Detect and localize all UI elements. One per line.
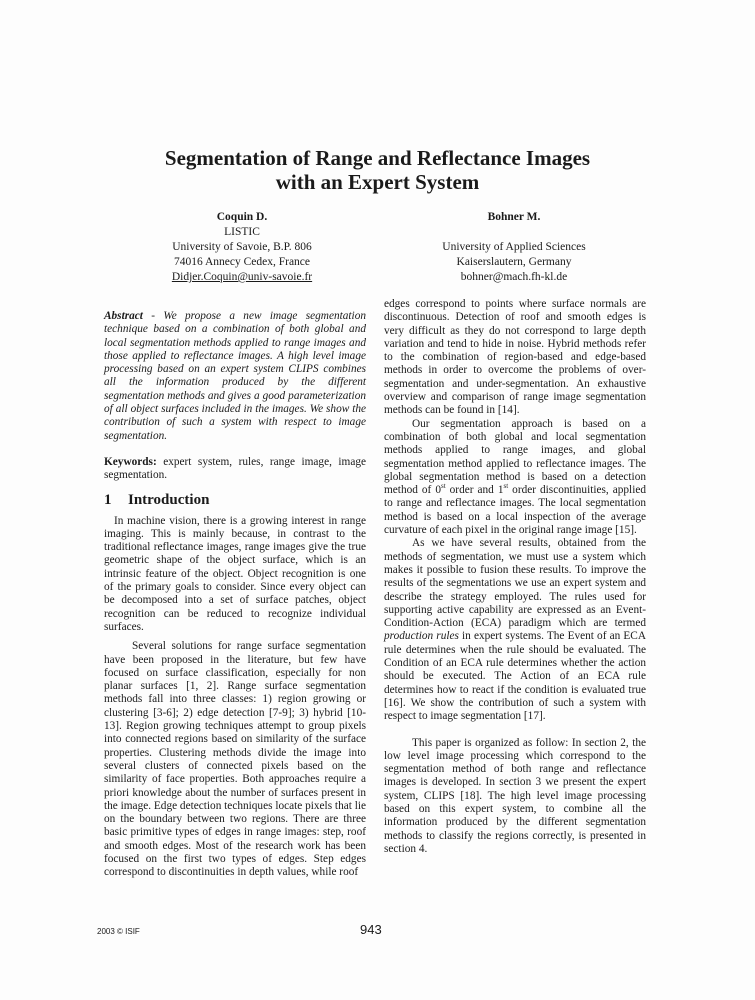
author-affiliation: University of Applied Sciences [442,241,586,253]
author-email-link[interactable]: Didjer.Coquin@univ-savoie.fr [171,271,313,283]
emphasis: production rules [384,630,459,643]
keywords-label: Keywords: [104,455,157,468]
page-number: 943 [360,922,382,937]
right-paragraph-3 [384,537,646,723]
abstract-text: - We propose a new image segmentation technique based on a combination of both global and local segmentation methods applied to range images and those applied to reflectance images. A high level image processing based on an expert system CLIPS combines all the information produced by the different segmentation methods and gives a good parameterization of all object surfaces included in the images. We show the contribution of such a system with respect to image segmentation. [104,310,366,442]
author-affiliation: Kaiserslautern, Germany [456,256,572,268]
author-block-1 [112,210,372,285]
abstract-label: Abstract [104,310,143,322]
abstract [104,310,366,443]
superscript: st [503,482,509,491]
keywords-text: expert system, rules, range image, image segmentation. [104,455,366,482]
copyright-notice: 2003 © ISIF [97,927,140,936]
intro-paragraph-2: Several solutions for range surface segmentation have been proposed in the literature, but few have focused on surface classification, especially for non planar surfaces [1, 2]. Range surface segmentation methods fall into three classes: 1) region growing or clustering [3-6]; 2) edge detection [7-9]; 3) hybrid [10-13]. Region growing techniques attempt to group pixels into connected regions based on similarity of the surface properties. Clustering methods divide the image into several clusters of connected pixels based on the similarity of face properties. Both approaches require a priori knowledge about the number of surfaces present in the image. Edge detection techniques locate pixels that lie on the boundary between two regions. There are three basic primitive types of edges in range images: step, roof and smooth edges. Most of the research work has been focused on the first two types of edges. Step edges correspond to discontinuities in depth values, while roof [104,640,366,879]
section-heading-introduction [104,491,366,509]
section-title: Introduction [128,491,210,508]
text-span: order discontinuities, applied to range and reflectance images. The local segmentation method is based on a local inspection of the average curvature of each pixel in the original range image [15]. [384,484,646,537]
author-affiliation [384,225,644,240]
right-paragraph-1: edges correspond to points where surface normals are discontinuous. Detection of roof and smooth edges is very difficult as they do not correspond to large depth variation and tend to hide in noise. Hybrid methods refer to the combination of region-based and edge-based methods in order to overcome the problems of over-segmentation and under-segmentation. An exhaustive overview and comparison of range image segmentation methods can be found in [14]. [384,298,646,417]
author-affiliation: LISTIC [224,226,260,238]
author-name: Coquin D. [216,211,268,223]
author-affiliation: 74016 Annecy Cedex, France [173,256,311,268]
author-block-2 [384,210,644,285]
right-paragraph-4: This paper is organized as follow: In section 2, the low level image processing which correspond to the segmentation method of both range and reflectance images is developed. In section 3 we present the expert system, CLIPS [18]. The high level image processing based on this expert system, to combine all the information produced by the different segmentation methods to classify the regions correctly, is presented in section 4. [384,736,646,855]
text-span: Our segmentation approach is based on a combination of both global and local segmentation methods applied to range images, and global segmentation method applied to reflectance images. The global segmentation method is based on a detection method of 0 [384,417,646,497]
author-affiliation: University of Savoie, B.P. 806 [172,241,312,253]
text-span: in expert systems. The Event of an ECA rule determines when the rule should be evaluated. The Condition of an ECA rule determines whether the action should be executed. The Action of an ECA rule determines how to react if the condition is evaluated true [16]. We show the contribution of such a system with respect to image segmentation [17]. [384,630,647,723]
paper-title-line-1: Segmentation of Range and Reflectance Images [164,146,591,170]
text-span: order and 1 [445,484,504,497]
text-span: As we have several results, obtained from the methods of segmentation, we must use a system which makes it possible to fusion these results. To improve the results of the segmentations we use an expert system and describe the strategy employed. The rules used for supporting active capability are expressed as an Event-Condition-Action (ECA) paradigm which are termed [384,537,646,630]
superscript: st [440,482,446,491]
left-column [104,310,366,880]
author-name: Bohner M. [487,211,541,223]
author-email: bohner@mach.fh-kl.de [460,271,568,283]
section-number: 1 [104,491,112,508]
paper-title-line-2: with an Expert System [275,170,480,194]
right-column [384,298,646,856]
keywords [104,456,366,483]
intro-paragraph-1: In machine vision, there is a growing interest in range imaging. This is mainly because, in contrast to the traditional reflectance images, range images give the true geometric shape of the object surface, which is an intrinsic feature of the object. Object recognition is one of the primary goals to consider. Since every object can be decomposed into a set of surface patches, object recognition can be reduced to recognize individual surfaces. [104,514,366,633]
right-paragraph-2 [384,418,646,538]
